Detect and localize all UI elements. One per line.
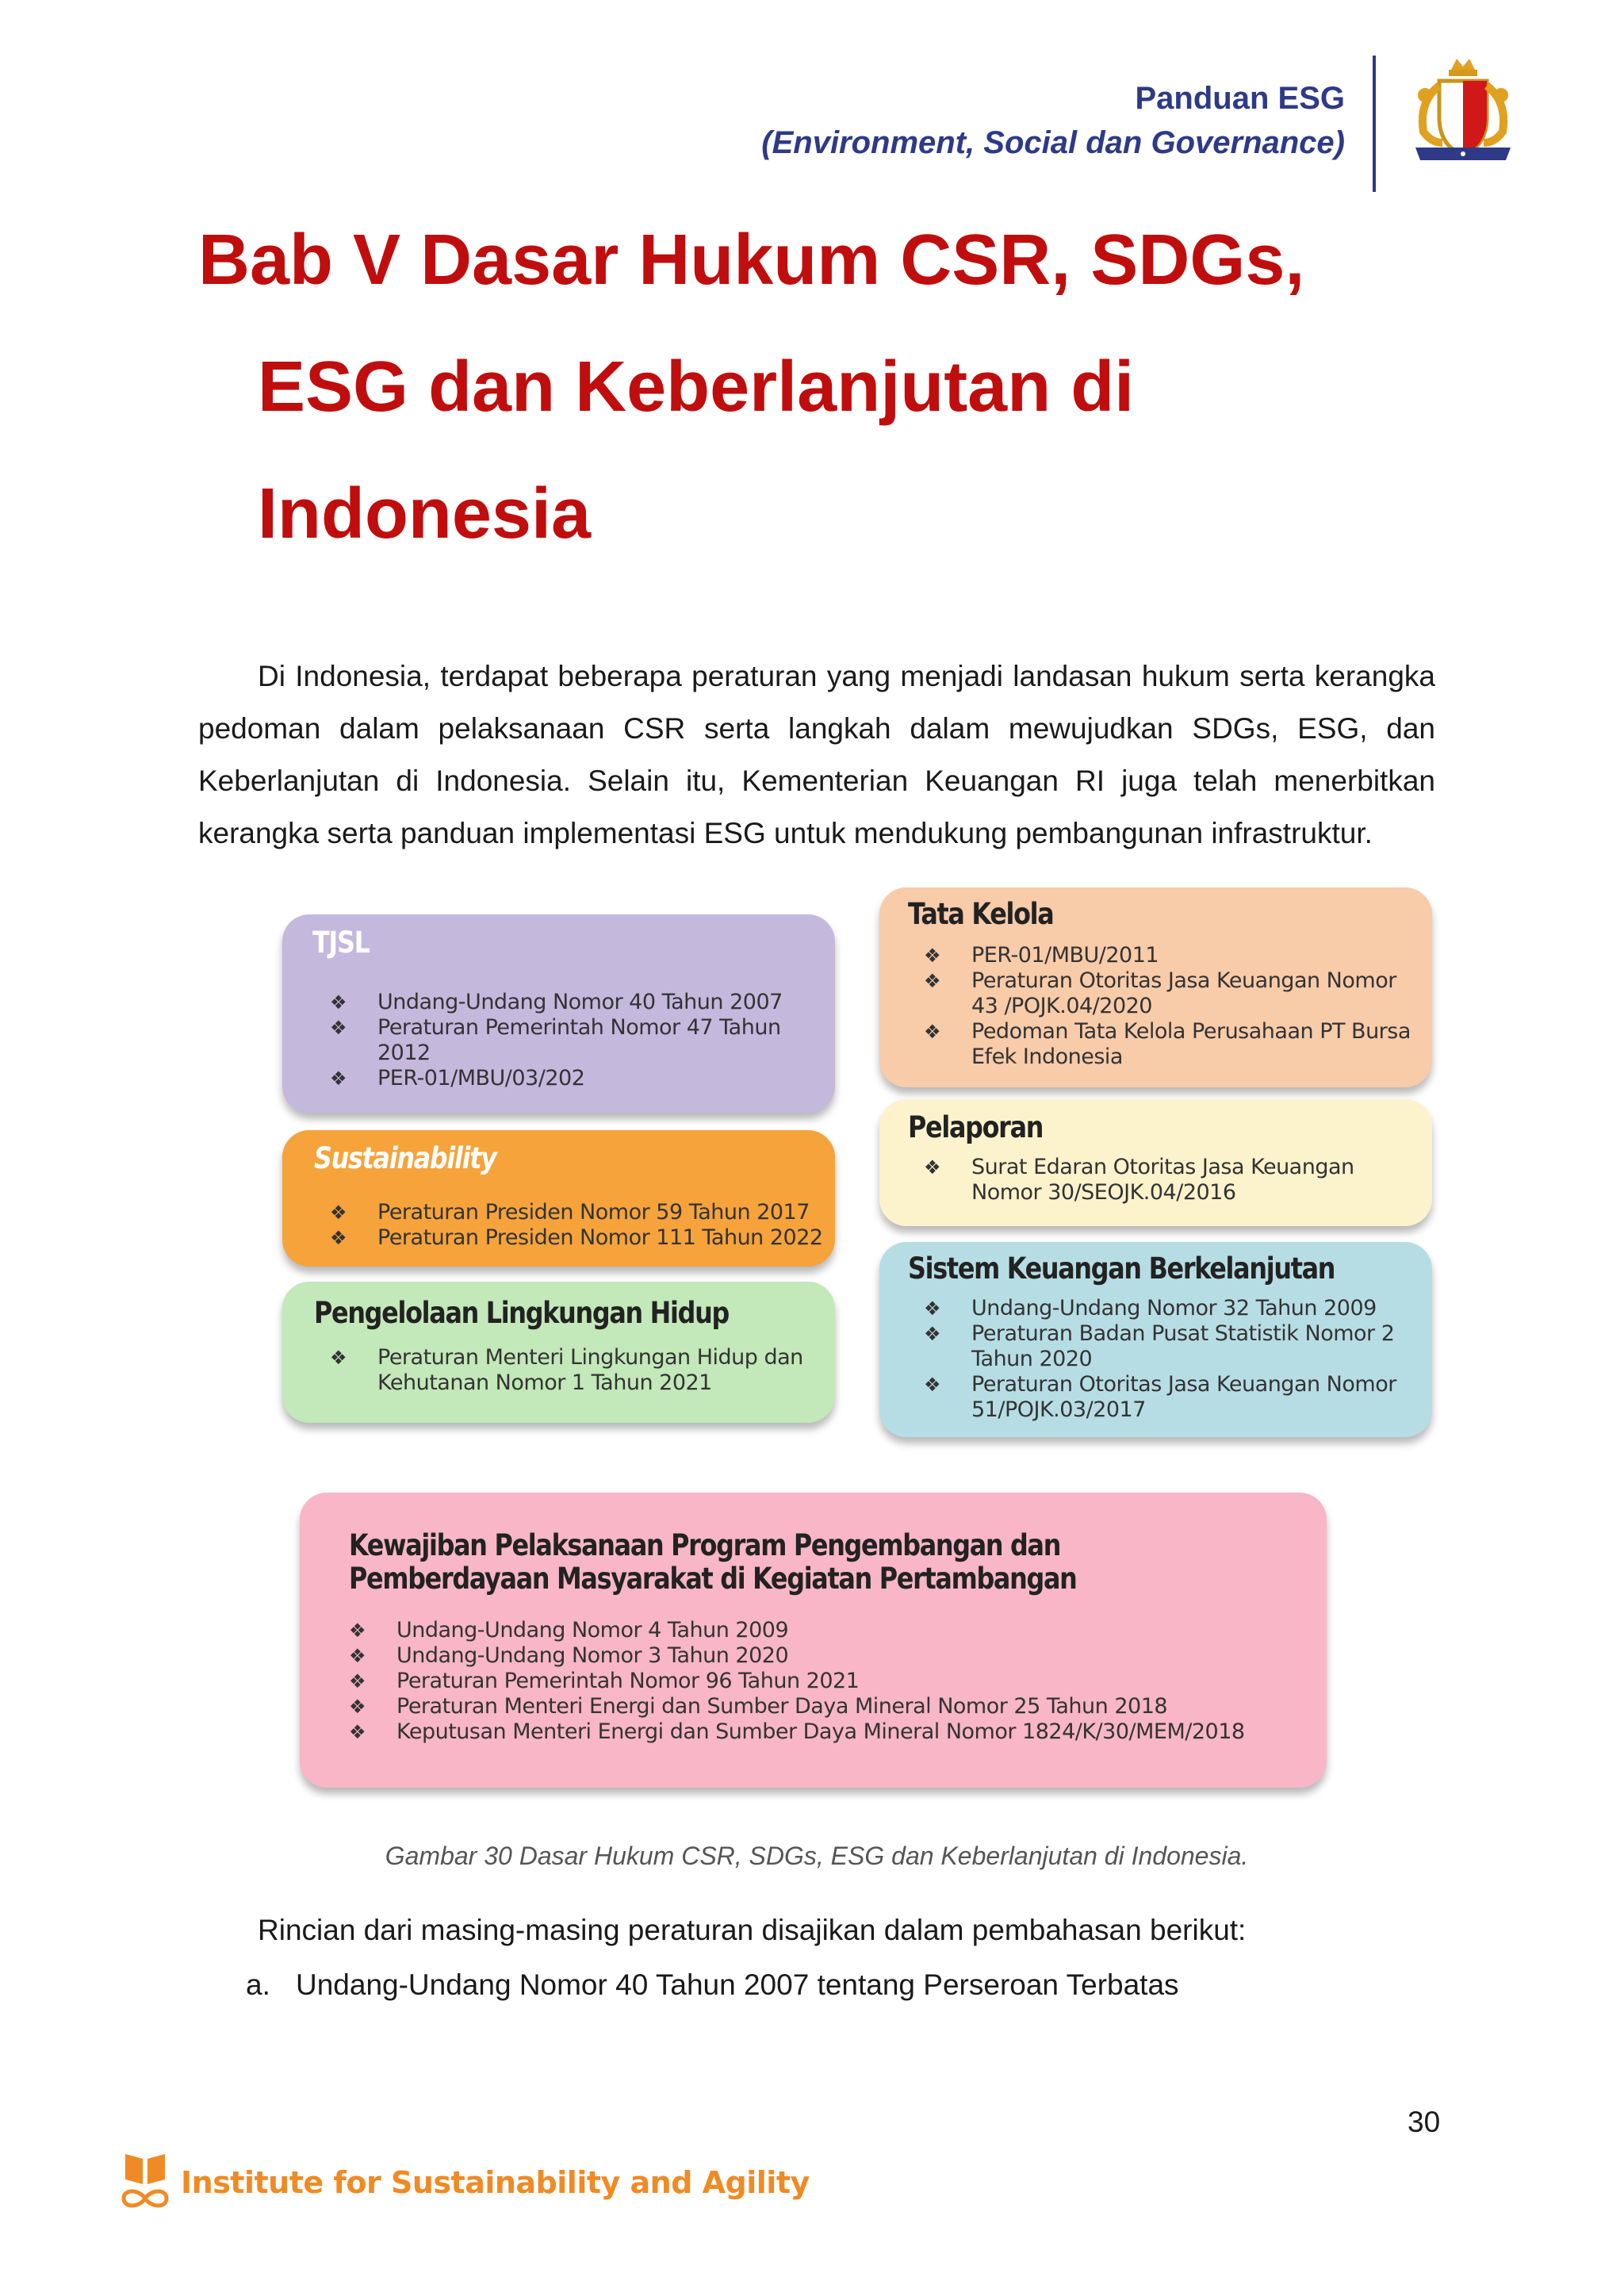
- box-kewajiban-pertambangan: [300, 1493, 1327, 1788]
- diamond-bullet-icon: ❖: [924, 1156, 941, 1179]
- list-item-a-text: Undang-Undang Nomor 40 Tahun 2007 tentang Perseroan Terbatas: [296, 1968, 1179, 2001]
- header-title: Panduan ESG: [1135, 81, 1345, 116]
- list-item: ❖ Pedoman Tata Kelola Perusahaan PT Bursa Efek Indonesia: [924, 1019, 1411, 1069]
- diamond-bullet-icon: ❖: [330, 991, 347, 1014]
- box-tjsl-list: [298, 990, 827, 1091]
- box-pelaporan: [879, 1099, 1432, 1226]
- box-tjsl-title: TJSL: [312, 926, 370, 960]
- details-intro: Rincian dari masing-masing peraturan disajikan dalam pembahasan berikut:: [258, 1914, 1247, 1946]
- diamond-bullet-icon: ❖: [330, 1017, 347, 1039]
- list-item: ❖ Peraturan Presiden Nomor 59 Tahun 2017: [330, 1200, 810, 1225]
- list-item: ❖ Peraturan Pemerintah Nomor 47 Tahun 2012: [330, 1015, 781, 1065]
- list-item: ❖ Undang-Undang Nomor 40 Tahun 2007: [330, 990, 783, 1014]
- intro-paragraph: Di Indonesia, terdapat beberapa peraturan yang menjadi landasan hukum serta kerangka pedoman dalam pelaksanaan CSR serta langkah dalam mewujudkan SDGs, ESG, dan Keberlanjutan di Indonesia. Selain itu, Kementerian Keuangan RI juga telah menerbitkan kerangka serta panduan implementasi ESG untuk mendukung pembangunan infrastruktur.: [198, 660, 1435, 849]
- box-kewajiban-list: [317, 1618, 1319, 1745]
- list-item: ❖ Peraturan Otoritas Jasa Keuangan Nomor 51/POJK.03/2017: [924, 1372, 1396, 1422]
- box-sustainability-list: [298, 1200, 827, 1251]
- diamond-bullet-icon: ❖: [349, 1721, 366, 1743]
- diamond-bullet-icon: ❖: [924, 1297, 941, 1320]
- box-pelaporan-title: Pelaporan: [908, 1110, 1044, 1144]
- figure-caption: Gambar 30 Dasar Hukum CSR, SDGs, ESG dan Keberlanjutan di Indonesia.: [385, 1842, 1249, 1870]
- list-item: ❖ Undang-Undang Nomor 32 Tahun 2009: [924, 1296, 1377, 1320]
- diamond-bullet-icon: ❖: [349, 1645, 366, 1667]
- diamond-bullet-icon: ❖: [330, 1202, 347, 1224]
- list-item: ❖ Undang-Undang Nomor 4 Tahun 2009: [349, 1618, 789, 1642]
- box-pengelolaan-title: Pengelolaan Lingkungan Hidup: [314, 1296, 729, 1330]
- list-marker: a.: [246, 1968, 270, 2001]
- box-sistem-keuangan-title: Sistem Keuangan Berkelanjutan: [908, 1251, 1335, 1286]
- diamond-bullet-icon: ❖: [349, 1670, 366, 1692]
- list-item: ❖ Peraturan Presiden Nomor 111 Tahun 2022: [330, 1225, 823, 1250]
- list-item: ❖ Undang-Undang Nomor 3 Tahun 2020: [349, 1643, 789, 1668]
- list-item: ❖ Peraturan Menteri Lingkungan Hidup dan Kehutanan Nomor 1 Tahun 2021: [330, 1345, 803, 1395]
- box-sistem-keuangan-list: [892, 1296, 1424, 1423]
- box-tata-kelola-title: Tata Kelola: [908, 897, 1054, 931]
- diamond-bullet-icon: ❖: [349, 1619, 366, 1642]
- chapter-title: [198, 197, 1435, 577]
- box-pelaporan-list: [892, 1155, 1424, 1205]
- box-sustainability-title: Sustainability: [314, 1141, 496, 1175]
- diamond-bullet-icon: ❖: [924, 1323, 941, 1345]
- page-number: 30: [1408, 2106, 1441, 2138]
- box-tjsl: [282, 914, 835, 1113]
- box-kewajiban-title: Kewajiban Pelaksanaan Program Pengembangan dan Pemberdayaan Masyarakat di Kegiatan Pertambangan: [349, 1528, 1077, 1596]
- footer-org-name: Institute for Sustainability and Agility: [181, 2165, 810, 2200]
- diamond-bullet-icon: ❖: [330, 1347, 347, 1369]
- diamond-bullet-icon: ❖: [924, 1021, 941, 1043]
- list-item: ❖ Surat Edaran Otoritas Jasa Keuangan Nomor 30/SEOJK.04/2016: [924, 1155, 1354, 1205]
- list-item-a: [246, 1968, 1179, 2002]
- book-infinity-logo-icon: [119, 2149, 171, 2213]
- box-pengelolaan-list: [298, 1345, 827, 1396]
- diamond-bullet-icon: ❖: [924, 1374, 941, 1396]
- diamond-bullet-icon: ❖: [330, 1068, 347, 1090]
- chapter-title-line-1: Bab V Dasar Hukum CSR, SDGs,: [198, 220, 1305, 300]
- list-item: ❖ Peraturan Badan Pusat Statistik Nomor 2 Tahun 2020: [924, 1321, 1395, 1371]
- list-item: ❖ PER-01/MBU/2011: [924, 943, 1159, 968]
- list-item: ❖ Peraturan Menteri Energi dan Sumber Daya Mineral Nomor 25 Tahun 2018: [349, 1694, 1168, 1719]
- diamond-bullet-icon: ❖: [924, 970, 941, 992]
- box-tata-kelola-list: [892, 943, 1424, 1070]
- crest-logo-icon: [1408, 54, 1519, 173]
- list-item: ❖ PER-01/MBU/03/202: [330, 1066, 585, 1091]
- box-tata-kelola: [879, 887, 1432, 1087]
- chapter-title-line-3: Indonesia: [258, 474, 592, 554]
- header-divider: [1373, 56, 1376, 192]
- box-pengelolaan-lingkungan: [282, 1282, 835, 1423]
- chapter-title-line-2: ESG dan Keberlanjutan di: [258, 347, 1135, 427]
- diamond-bullet-icon: ❖: [330, 1227, 347, 1249]
- box-sistem-keuangan: [879, 1242, 1432, 1437]
- diamond-bullet-icon: ❖: [924, 945, 941, 967]
- diamond-bullet-icon: ❖: [349, 1696, 366, 1718]
- box-sustainability: [282, 1130, 835, 1267]
- list-item: ❖ Peraturan Otoritas Jasa Keuangan Nomor 43 /POJK.04/2020: [924, 968, 1396, 1018]
- list-item: ❖ Keputusan Menteri Energi dan Sumber Daya Mineral Nomor 1824/K/30/MEM/2018: [349, 1719, 1245, 1744]
- header-subtitle: (Environment, Social dan Governance): [761, 125, 1345, 160]
- list-item: ❖ Peraturan Pemerintah Nomor 96 Tahun 2021: [349, 1669, 860, 1693]
